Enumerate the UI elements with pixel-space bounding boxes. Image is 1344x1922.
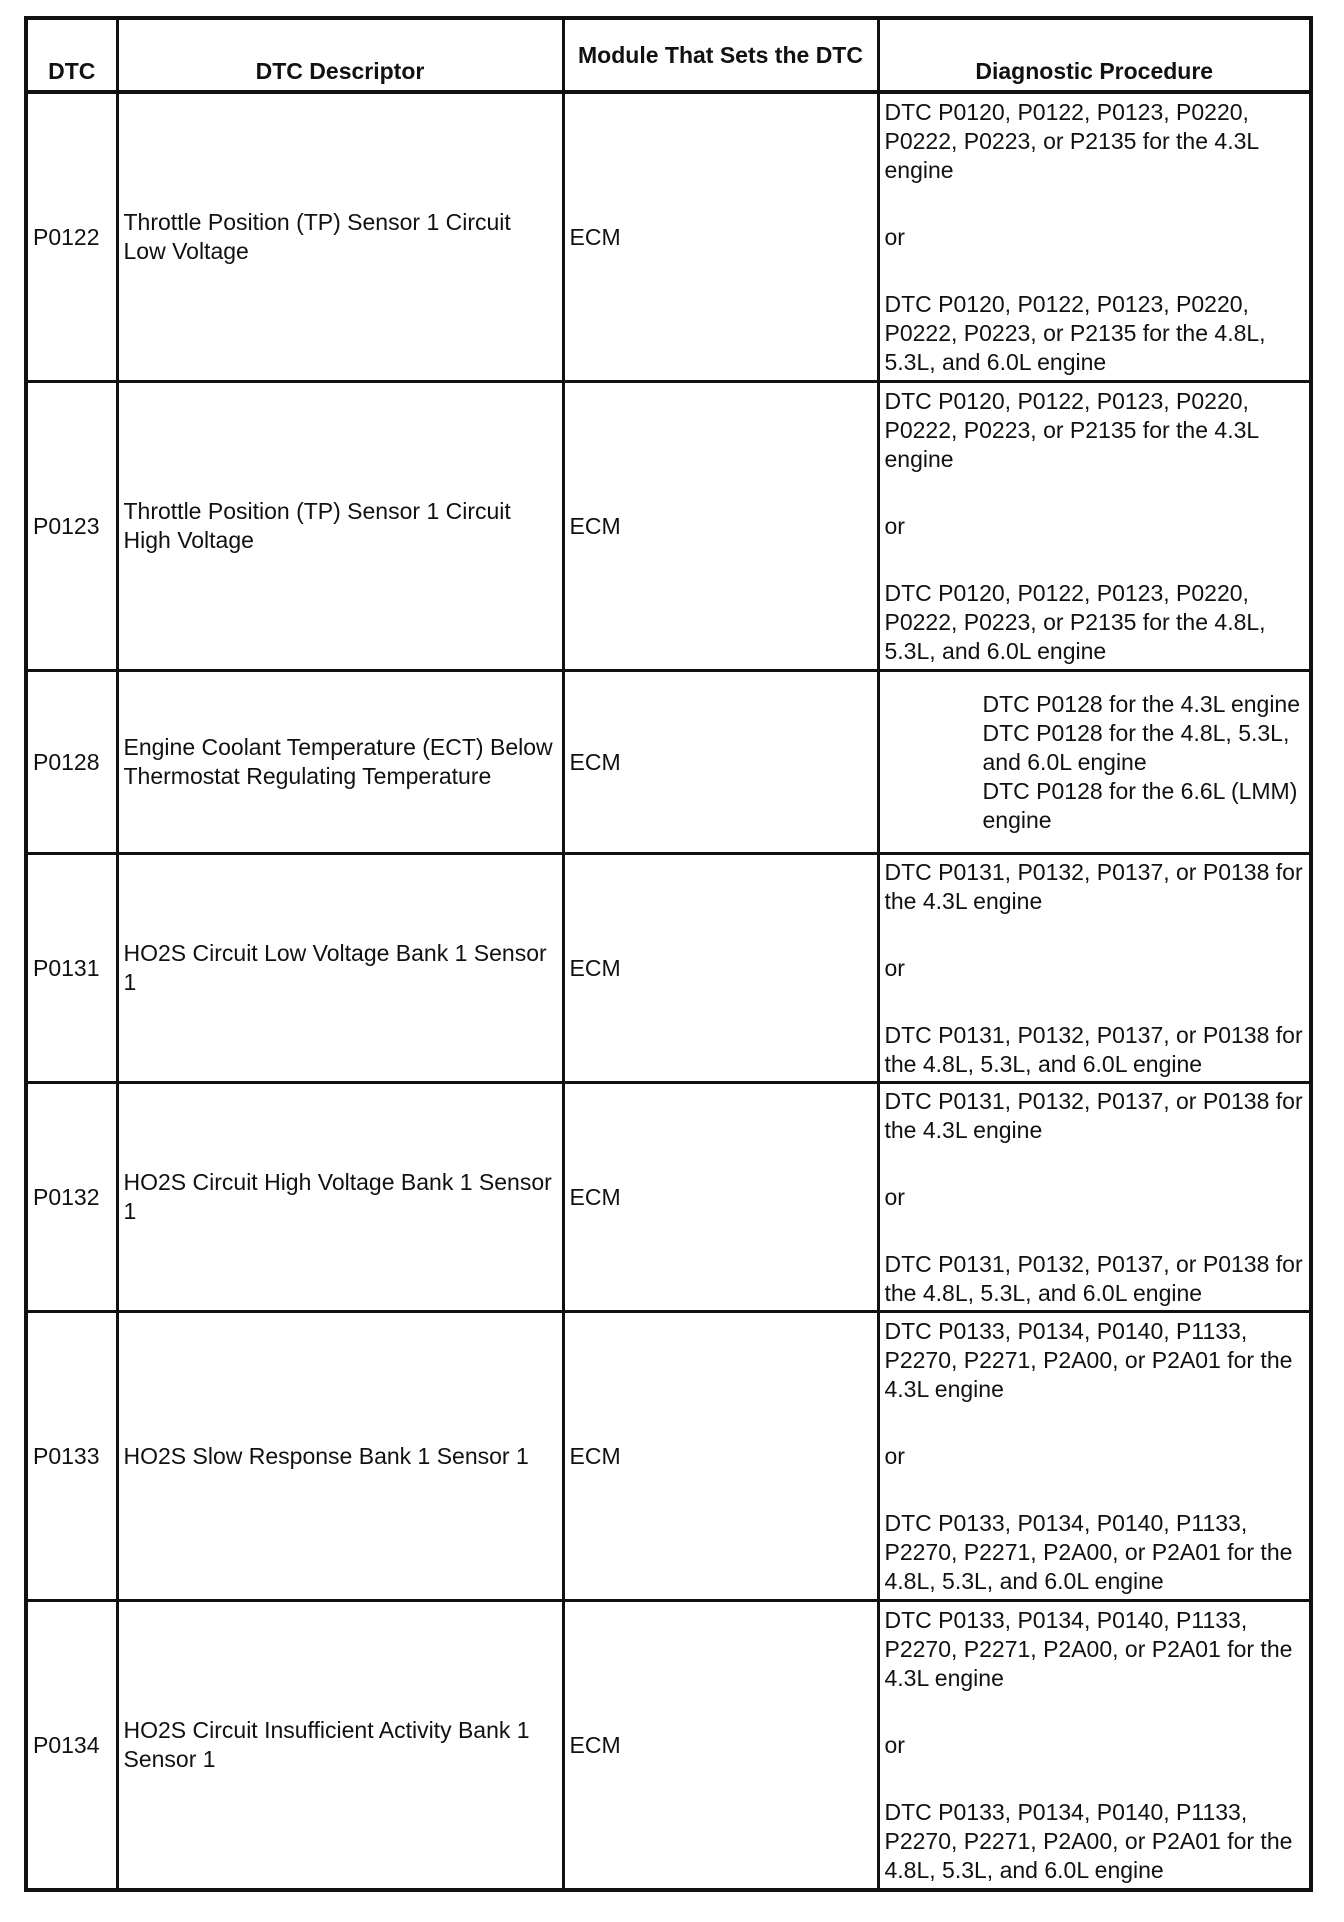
dtc-descriptor: Engine Coolant Temperature (ECT) Below Thermostat Regulating Temperature — [117, 671, 563, 854]
header-module: Module That Sets the DTC — [563, 18, 878, 92]
dtc-table — [24, 16, 1313, 1892]
procedure-or: or — [884, 223, 905, 250]
diagnostic-procedure — [878, 1312, 1311, 1601]
table-header — [26, 18, 1311, 92]
dtc-code: P0134 — [26, 1601, 117, 1891]
dtc-descriptor: Throttle Position (TP) Sensor 1 Circuit High Voltage — [117, 382, 563, 671]
table-row — [26, 382, 1311, 671]
dtc-descriptor: HO2S Circuit High Voltage Bank 1 Sensor 1 — [117, 1083, 563, 1312]
diagnostic-procedure — [878, 92, 1311, 382]
diagnostic-procedure — [878, 671, 1311, 854]
dtc-code: P0131 — [26, 854, 117, 1083]
dtc-code: P0132 — [26, 1083, 117, 1312]
procedure-link-first[interactable]: DTC P0131, P0132, P0137, or P0138 for the 4.3L engine — [884, 1087, 1303, 1143]
diagnostic-procedure — [878, 382, 1311, 671]
procedure-link-second[interactable]: DTC P0131, P0132, P0137, or P0138 for the 4.8L, 5.3L, and 6.0L engine — [884, 1021, 1303, 1077]
procedure-link-second[interactable]: DTC P0120, P0122, P0123, P0220, P0222, P0223, or P2135 for the 4.8L, 5.3L, and 6.0L engine — [884, 579, 1266, 664]
procedure-or: or — [884, 1731, 905, 1758]
procedure-link-4-8l[interactable]: DTC P0128 for the 4.8L, 5.3L, and 6.0L engine — [982, 719, 1290, 775]
procedure-link-second[interactable]: DTC P0131, P0132, P0137, or P0138 for the 4.8L, 5.3L, and 6.0L engine — [884, 1250, 1303, 1306]
diagnostic-procedure — [878, 854, 1311, 1083]
setting-module: ECM — [563, 1083, 878, 1312]
procedure-link-first[interactable]: DTC P0133, P0134, P0140, P1133, P2270, P2271, P2A00, or P2A01 for the 4.3L engine — [884, 1606, 1293, 1691]
procedure-link-first[interactable]: DTC P0133, P0134, P0140, P1133, P2270, P2271, P2A00, or P2A01 for the 4.3L engine — [884, 1317, 1293, 1402]
procedure-link-second[interactable]: DTC P0120, P0122, P0123, P0220, P0222, P0223, or P2135 for the 4.8L, 5.3L, and 6.0L engine — [884, 290, 1266, 375]
dtc-descriptor: HO2S Circuit Insufficient Activity Bank 1 Sensor 1 — [117, 1601, 563, 1891]
procedure-link-first[interactable]: DTC P0120, P0122, P0123, P0220, P0222, P0223, or P2135 for the 4.3L engine — [884, 98, 1259, 183]
header-procedure: Diagnostic Procedure — [878, 18, 1311, 92]
dtc-descriptor: Throttle Position (TP) Sensor 1 Circuit Low Voltage — [117, 92, 563, 382]
table-row — [26, 1601, 1311, 1891]
setting-module: ECM — [563, 1601, 878, 1891]
procedure-or: or — [884, 954, 905, 981]
diagnostic-procedure — [878, 1601, 1311, 1891]
header-descriptor: DTC Descriptor — [117, 18, 563, 92]
dtc-descriptor: HO2S Slow Response Bank 1 Sensor 1 — [117, 1312, 563, 1601]
diagnostic-procedure — [878, 1083, 1311, 1312]
table-row — [26, 1312, 1311, 1601]
procedure-or: or — [884, 512, 905, 539]
table-row — [26, 854, 1311, 1083]
dtc-code: P0128 — [26, 671, 117, 854]
procedure-link-4-3l[interactable]: DTC P0128 for the 4.3L engine — [982, 690, 1301, 717]
dtc-descriptor: HO2S Circuit Low Voltage Bank 1 Sensor 1 — [117, 854, 563, 1083]
setting-module: ECM — [563, 92, 878, 382]
procedure-link-second[interactable]: DTC P0133, P0134, P0140, P1133, P2270, P2271, P2A00, or P2A01 for the 4.8L, 5.3L, and 6.0L engine — [884, 1798, 1293, 1883]
header-dtc: DTC — [26, 18, 117, 92]
setting-module: ECM — [563, 671, 878, 854]
header-row — [26, 18, 1311, 92]
procedure-link-first[interactable]: DTC P0131, P0132, P0137, or P0138 for the 4.3L engine — [884, 858, 1303, 914]
setting-module: ECM — [563, 854, 878, 1083]
procedure-link-6-6l[interactable]: DTC P0128 for the 6.6L (LMM) engine — [982, 777, 1298, 833]
dtc-code: P0133 — [26, 1312, 117, 1601]
procedure-link-second[interactable]: DTC P0133, P0134, P0140, P1133, P2270, P2271, P2A00, or P2A01 for the 4.8L, 5.3L, and 6.0L engine — [884, 1509, 1293, 1594]
table-row — [26, 92, 1311, 382]
procedure-or: or — [884, 1183, 905, 1210]
dtc-code: P0123 — [26, 382, 117, 671]
procedure-link-first[interactable]: DTC P0120, P0122, P0123, P0220, P0222, P0223, or P2135 for the 4.3L engine — [884, 387, 1259, 472]
table-row — [26, 671, 1311, 854]
table-row — [26, 1083, 1311, 1312]
procedure-or: or — [884, 1442, 905, 1469]
table-body — [26, 92, 1311, 1890]
setting-module: ECM — [563, 1312, 878, 1601]
dtc-code: P0122 — [26, 92, 117, 382]
setting-module: ECM — [563, 382, 878, 671]
